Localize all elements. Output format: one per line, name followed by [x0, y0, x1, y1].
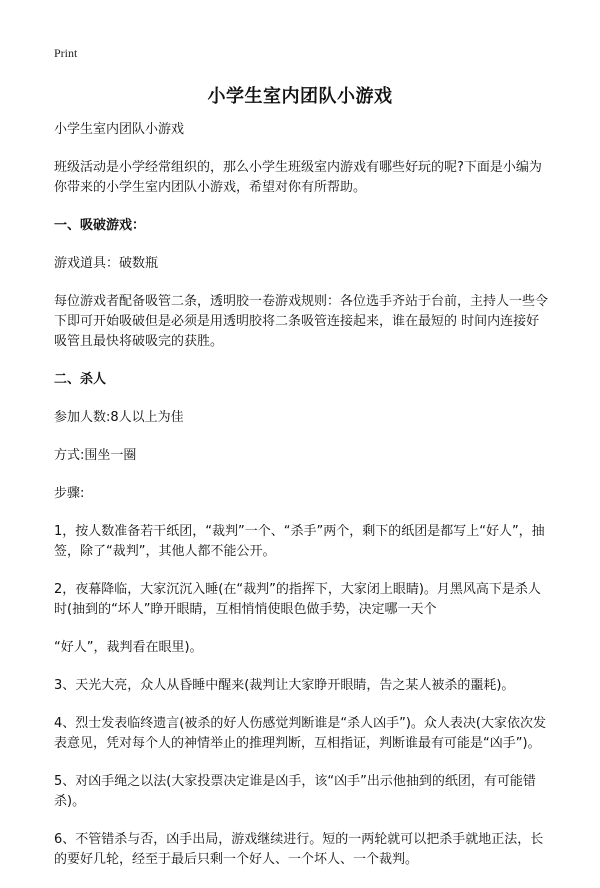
section2-steps-label: 步骤: — [54, 486, 85, 501]
intro-paragraph: 班级活动是小学经常组织的，那么小学生班级室内游戏有哪些好玩的呢?下面是小编为你带来的小学生室内团队小游戏，希望对你有所帮助。 — [54, 160, 542, 195]
section1-rules: 每位游戏者配备吸管二条，透明胶一卷游戏规则：各位选手齐站于台前，主持人一些令下即可开始吸破但是必须是用透明胶将二条吸管连接起来，谁在最短的 时间内连接好吸管且最快将破吸完的获胜。 — [54, 294, 549, 349]
step-item: “好人”，裁判看在眼里)。 — [54, 640, 203, 655]
step-item: 5、对凶手绳之以法(大家投票决定谁是凶手，该“凶手”出示他抽到的纸团，有可能错杀)。 — [54, 774, 536, 809]
section1-props: 游戏道具：破数瓶 — [54, 256, 159, 271]
section2-heading: 二、杀人 — [54, 372, 107, 387]
section2-method: 方式:围坐一圈 — [54, 448, 137, 463]
step-item: 2，夜幕降临，大家沉沉入睡(在“裁判”的指挥下，大家闭上眼睛)。月黑风高下是杀人时(抽到的“坏人”睁开眼睛，互相悄悄使眼色做手势，决定哪一天个 — [54, 582, 541, 617]
step-item: 1，按人数准备若干纸团，“裁判”一个、“杀手”两个，剩下的纸团是都写上“好人”，抽签，除了“裁判”，其他人都不能公开。 — [54, 524, 545, 559]
page-title: 小学生室内团队小游戏 — [207, 86, 393, 107]
subtitle: 小学生室内团队小游戏 — [54, 122, 185, 137]
section1-heading: 一、吸破游戏： — [54, 218, 146, 233]
article-body — [54, 120, 552, 888]
step-item: 6、不管错杀与否，凶手出局，游戏继续进行。短的一两轮就可以把杀手就地正法，长的要好几轮，经至于最后只剩一个好人、一个坏人、一个裁判。 — [54, 832, 544, 867]
section2-players: 参加人数:8人以上为佳 — [54, 410, 184, 425]
print-link[interactable]: Print — [54, 46, 78, 60]
step-item: 4、烈士发表临终遗言(被杀的好人伤感觉判断谁是“杀人凶手”)。众人表决(大家依次发表意见，凭对每个人的神情举止的推理判断，互相指证，判断谁最有可能是“凶手”)。 — [54, 716, 546, 751]
step-item: 3、天光大亮，众人从昏睡中醒来(裁判让大家睁开眼睛，告之某人被杀的噩耗)。 — [54, 678, 515, 693]
